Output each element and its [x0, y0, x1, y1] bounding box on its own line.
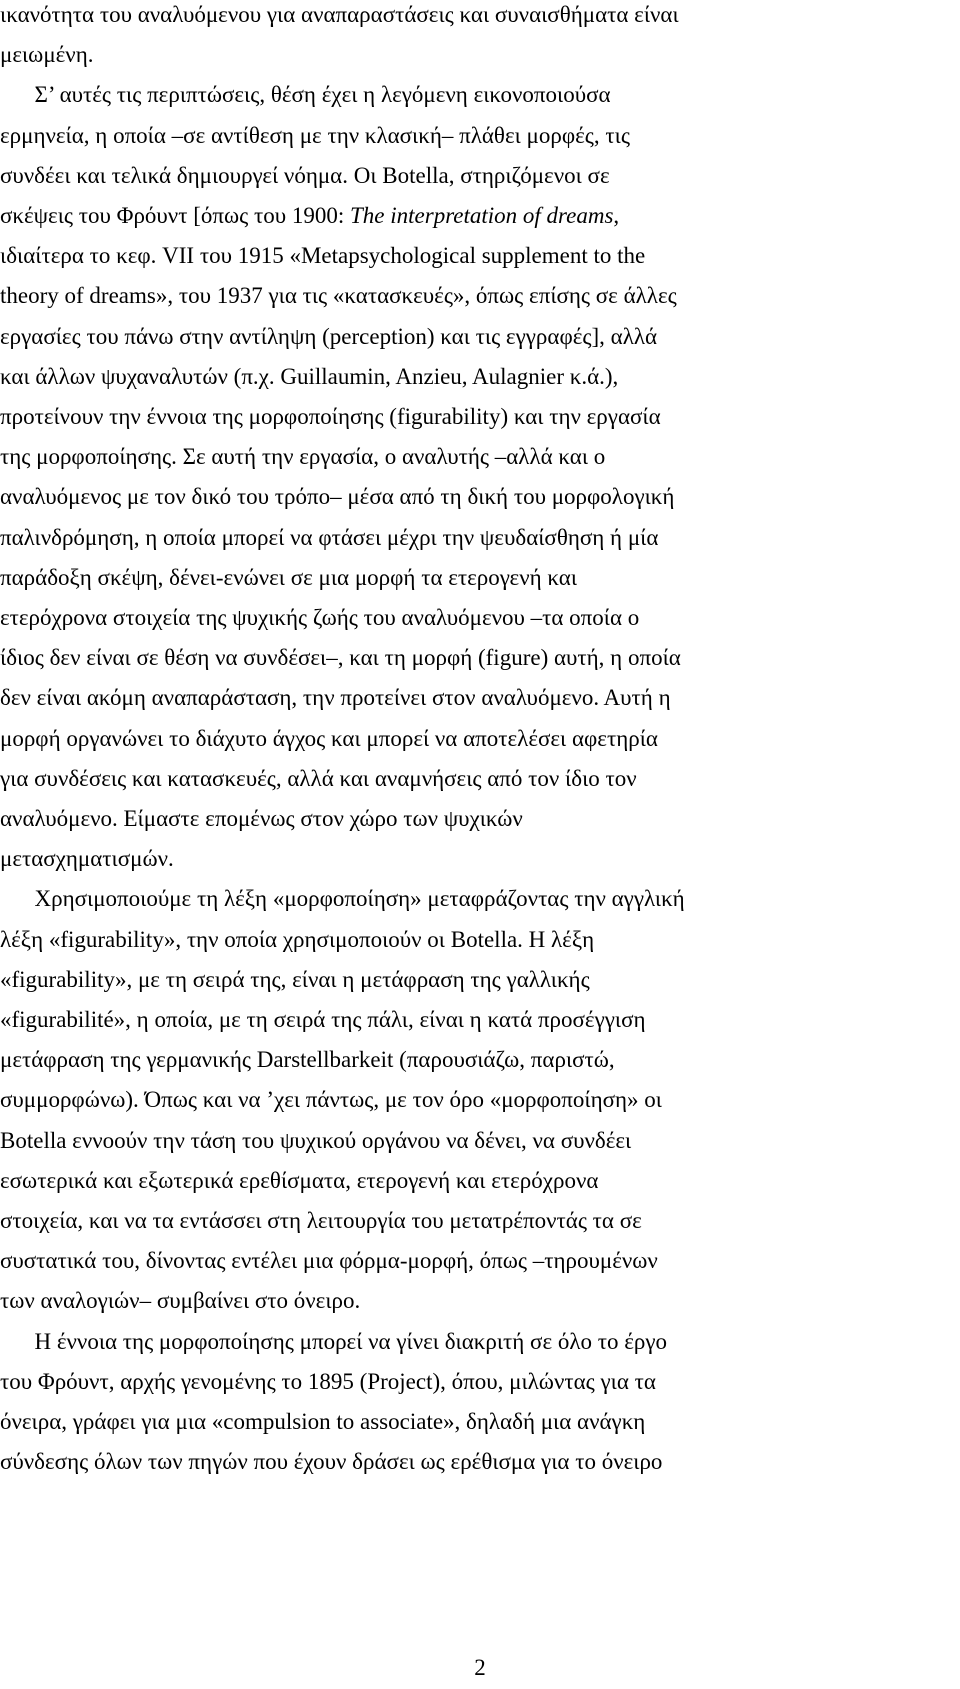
text-line-content: του Φρόυντ, αρχής γενομένης το 1895 (Project), όπου, μιλώντας για τα: [0, 1368, 656, 1394]
text-line: [0, 1286, 360, 1316]
text-line: [0, 1407, 645, 1437]
text-line-content: συνδέει και τελικά δημιουργεί νόημα. Οι Botella, στηριζόμενοι σε: [0, 162, 610, 188]
text-line: [0, 1085, 662, 1115]
text-line: [0, 402, 661, 432]
text-line-content: μειωμένη.: [0, 42, 94, 68]
text-line-content: ίδιος δεν είναι σε θέση να συνδέσει–, και τη μορφή (figure) αυτή, η οποία: [0, 645, 681, 671]
text-line: [0, 563, 577, 593]
text-line: [0, 1447, 662, 1477]
text-line-content: και άλλων ψυχαναλυτών (π.χ. Guillaumin, Anzieu, Aulagnier κ.ά.),: [0, 363, 619, 389]
text-line-content: παράδοξη σκέψη, δένει-ενώνει σε μια μορφή τα ετερογενή και: [0, 564, 578, 590]
text-line: [0, 764, 637, 794]
text-line-content: Σ’ αυτές τις περιπτώσεις, θέση έχει η λεγόμενη εικονοποιούσα: [0, 82, 611, 108]
text-line-suffix: ,: [613, 203, 620, 228]
text-line: [0, 281, 677, 311]
text-line: [0, 925, 594, 955]
text-line: [0, 1005, 646, 1035]
text-line-content: Botella εννοούν την τάση του ψυχικού οργάνου να δένει, να συνδέει: [0, 1127, 632, 1153]
text-line: [0, 1126, 631, 1156]
text-line-content: Χρησιμοποιούμε τη λέξη «μορφοποίηση» μεταφράζοντας την αγγλική: [0, 886, 685, 912]
text-line-content: «figurability», με τη σειρά της, είναι η μετάφραση της γαλλικής: [0, 966, 590, 992]
text-line: [0, 442, 605, 472]
text-line: [0, 121, 630, 151]
text-line-content: εσωτερικά και εξωτερικά ερεθίσματα, ετερογενή και ετερόχρονα: [0, 1167, 599, 1193]
text-line: [0, 1327, 667, 1357]
text-line: [0, 643, 681, 673]
text-line-content: σκέψεις του Φρόυντ [όπως του 1900:: [0, 203, 350, 228]
text-line-content: δεν είναι ακόμη αναπαράσταση, την προτείνει στον αναλυόμενο. Αυτή η: [0, 685, 671, 711]
text-line-content: μορφή οργανώνει το διάχυτο άγχος και μπορεί να αποτελέσει αφετηρία: [0, 725, 658, 751]
text-line-content: συμμορφώνω). Όπως και να ’χει πάντως, με τον όρο «μορφοποίηση» οι: [0, 1087, 662, 1113]
text-line: [0, 161, 610, 191]
text-line-content: λέξη «figurability», την οποία χρησιμοποιούν οι Botella. Η λέξη: [0, 926, 595, 952]
text-line-content: στοιχεία, και να τα εντάσσει στη λειτουργία του μετατρέποντάς τα σε: [0, 1208, 642, 1233]
text-line-content: Η έννοια της μορφοποίησης μπορεί να γίνει διακριτή σε όλο το έργο: [0, 1328, 668, 1354]
text-line: [0, 40, 93, 70]
text-line-content: ικανότητα του αναλυόμενου για αναπαραστάσεις και συναισθήματα είναι: [0, 2, 679, 27]
text-line: [0, 1246, 658, 1276]
text-line-content: ιδιαίτερα το κεφ. VII του 1915 «Metapsychological supplement to the: [0, 243, 646, 269]
text-line: [0, 241, 645, 271]
page-number: 2: [474, 1655, 486, 1680]
text-line-content: μετάφραση της γερμανικής Darstellbarkeit (παρουσιάζω, παριστώ,: [0, 1047, 615, 1073]
text-line-content: «figurabilité», η οποία, με τη σειρά της πάλι, είναι η κατά προσέγγιση: [0, 1007, 646, 1032]
text-line: [0, 1045, 615, 1075]
text-line-content: μετασχηματισμών.: [0, 846, 174, 872]
text-line-content: αναλυόμενος με τον δικό του τρόπο– μέσα από τη δική του μορφολογική: [0, 484, 675, 510]
text-line: [0, 603, 639, 633]
text-line-content: ετερόχρονα στοιχεία της ψυχικής ζωής του αναλυόμενου –τα οποία ο: [0, 605, 640, 630]
text-line-content: theory of dreams», του 1937 για τις «κατασκευές», όπως επίσης σε άλλες: [0, 283, 677, 309]
text-line: [0, 844, 174, 874]
text-line-content: εργασίες του πάνω στην αντίληψη (perception) και τις εγγραφές], αλλά: [0, 323, 658, 349]
text-line: [0, 965, 590, 995]
text-line: [0, 80, 611, 110]
text-line: [0, 362, 618, 392]
text-line: [0, 804, 523, 834]
text-line: [0, 523, 658, 553]
text-line: [0, 683, 671, 713]
text-line: [0, 0, 679, 30]
text-line-content: ερμηνεία, η οποία –σε αντίθεση με την κλασική– πλάθει μορφές, τις: [0, 122, 630, 148]
text-line-content: των αναλογιών– συμβαίνει στο όνειρο.: [0, 1288, 361, 1314]
text-line-content: παλινδρόμηση, η οποία μπορεί να φτάσει μέχρι την ψευδαίσθηση ή μία: [0, 524, 659, 550]
text-line: [0, 201, 619, 231]
text-line: [0, 322, 657, 352]
text-line: [0, 724, 658, 754]
text-line-content: προτείνουν την έννοια της μορφοποίησης (figurability) και την εργασία: [0, 404, 661, 429]
text-line: [0, 884, 685, 914]
text-line: [0, 482, 674, 512]
text-line-content: συστατικά του, δίνοντας εντέλει μια φόρμα-μορφή, όπως –τηρουμένων: [0, 1248, 658, 1274]
italic-title: The interpretation of dreams: [350, 203, 614, 228]
text-line-content: όνειρα, γράφει για μια «compulsion to associate», δηλαδή μια ανάγκη: [0, 1409, 646, 1434]
text-line: [0, 1166, 598, 1196]
text-line-content: της μορφοποίησης. Σε αυτή την εργασία, ο αναλυτής –αλλά και ο: [0, 444, 606, 470]
text-line-content: για συνδέσεις και κατασκευές, αλλά και αναμνήσεις από τον ίδιο τον: [0, 765, 637, 791]
text-line-content: αναλυόμενο. Είμαστε επομένως στον χώρο των ψυχικών: [0, 806, 523, 831]
text-line: [0, 1367, 656, 1397]
text-line-content: σύνδεσης όλων των πηγών που έχουν δράσει ως ερέθισμα για το όνειρο: [0, 1449, 663, 1475]
text-line: [0, 1206, 642, 1236]
